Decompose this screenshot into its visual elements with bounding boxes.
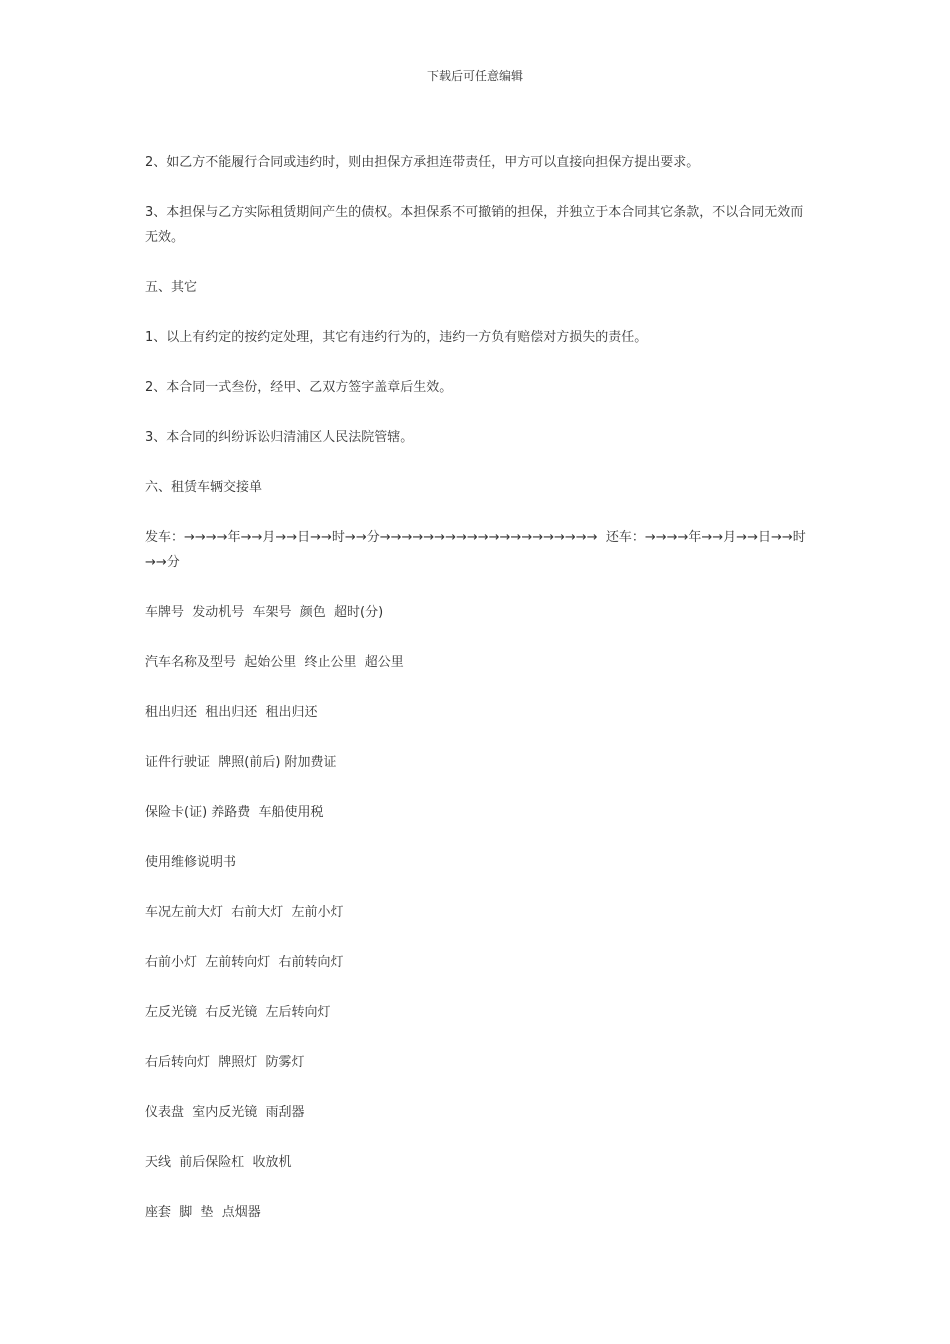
document-body xyxy=(145,150,810,1250)
handover-row-manual: 使用维修说明书 xyxy=(145,855,237,870)
handover-row-vehicle-id: 车牌号 发动机号 车架号 颜色 超时(分) xyxy=(145,605,384,620)
handover-row-interior: 座套 脚 垫 点烟器 xyxy=(145,1205,261,1220)
handover-row-rear-lights: 右后转向灯 牌照灯 防雾灯 xyxy=(145,1055,305,1070)
other-clause-3: 3、本合同的纠纷诉讼归清浦区人民法院管辖。 xyxy=(145,430,414,445)
handover-row-headlights: 车况左前大灯 右前大灯 左前小灯 xyxy=(145,905,344,920)
page-header: 下载后可任意编辑 xyxy=(426,69,523,83)
handover-row-documents: 证件行驶证 牌照(前后) 附加费证 xyxy=(145,755,337,770)
section-heading-other: 五、其它 xyxy=(145,280,198,295)
handover-row-front-signals: 右前小灯 左前转向灯 右前转向灯 xyxy=(145,955,344,970)
handover-row-out-return: 租出归还 租出归还 租出归还 xyxy=(145,705,318,720)
handover-row-model-mileage: 汽车名称及型号 起始公里 终止公里 超公里 xyxy=(145,655,404,670)
handover-row-antenna: 天线 前后保险杠 收放机 xyxy=(145,1155,292,1170)
other-clause-1: 1、以上有约定的按约定处理，其它有违约行为的，违约一方负有赔偿对方损失的责任。 xyxy=(145,330,648,345)
guarantee-clause-3: 3、本担保与乙方实际租赁期间产生的债权。本担保系不可撤销的担保，并独立于本合同其它条款，不以合同无效而无效。 xyxy=(145,205,804,245)
guarantee-clause-2: 2、如乙方不能履行合同或违约时，则由担保方承担连带责任，甲方可以直接向担保方提出要求。 xyxy=(145,155,700,170)
handover-row-insurance: 保险卡(证) 养路费 车船使用税 xyxy=(145,805,324,820)
handover-dates: 发车：→→→→年→→月→→日→→时→→分→→→→→→→→→→→→→→→→→→→→ 还车：→→→→年→→月→→日→→时→→分 xyxy=(145,530,806,570)
other-clause-2: 2、本合同一式叁份，经甲、乙双方签字盖章后生效。 xyxy=(145,380,453,395)
handover-row-dashboard: 仪表盘 室内反光镜 雨刮器 xyxy=(145,1105,305,1120)
handover-row-mirrors: 左反光镜 右反光镜 左后转向灯 xyxy=(145,1005,331,1020)
section-heading-handover: 六、租赁车辆交接单 xyxy=(145,480,263,495)
